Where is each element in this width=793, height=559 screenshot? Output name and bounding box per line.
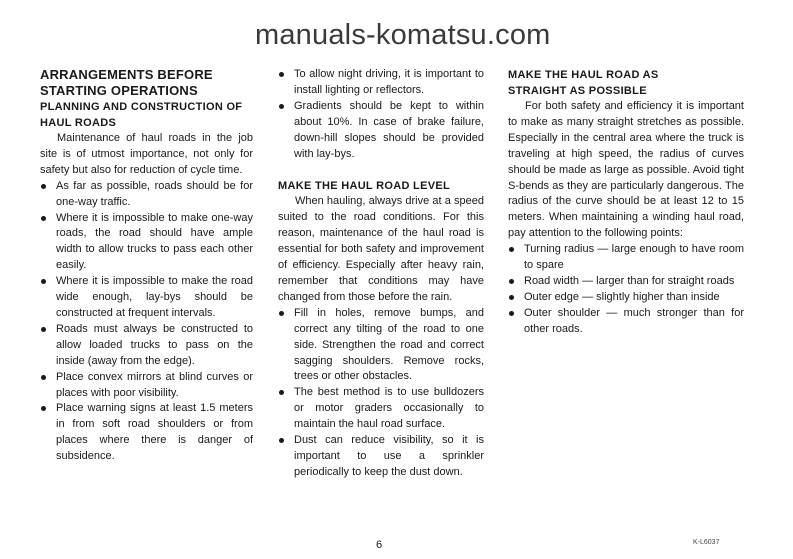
list-item: Where it is impossible to make the road wide enough, lay-bys should be constructed at frequent intervals.: [40, 274, 253, 322]
list-item: Road width — larger than for straight roads: [508, 274, 744, 290]
column-2: [278, 67, 484, 481]
list-item: Place warning signs at least 1.5 meters in from soft road shoulders or from places where there is danger of subsidence.: [40, 401, 253, 465]
paragraph: For both safety and efficiency it is important to make as many straight stretches as possible. Especially in the central area where the truck is traveling at high speed, the radius of curves should be made as large as possible. Avoid tight S-bends as they are particularly dangerous. The radius of the curve should be at least 12 to 15 meters. When maintaining a winding haul road, pay attention to the following points:: [508, 100, 744, 240]
list-item: The best method is to use bulldozers or motor graders occasionally to maintain the haul road surface.: [278, 385, 484, 433]
section-heading: MAKE THE HAUL ROAD LEVEL: [278, 180, 451, 193]
paragraph: When hauling, always drive at a speed suited to the road conditions. For this reason, maintenance of the haul road is essential for both safety and improvement of efficiency. Especially after heavy rain, remember that conditions may have changed from those before the rain.: [278, 195, 484, 303]
column-3: [508, 67, 744, 338]
list-item: Turning radius — large enough to have room to spare: [508, 242, 744, 274]
list-item: Dust can reduce visibility, so it is important to use a sprinkler periodically to keep the dust down.: [278, 433, 484, 481]
list-item: As far as possible, roads should be for one-way traffic.: [40, 179, 253, 211]
bullet-list: [278, 67, 484, 162]
section-subtitle: PLANNING AND CONSTRUCTION OF HAUL ROADS: [40, 101, 243, 129]
bullet-list: [40, 179, 253, 465]
section-heading: MAKE THE HAUL ROAD AS STRAIGHT AS POSSIBLE: [508, 69, 659, 97]
list-item: Where it is impossible to make one-way roads, the road should have ample width to allow trucks to pass each other easily.: [40, 211, 253, 275]
list-item: Fill in holes, remove bumps, and correct any tilting of the road to one side. Strengthen the road and correct sagging shoulders. Remove rocks, trees or other obstacles.: [278, 306, 484, 386]
document-code: K-L6037: [693, 539, 720, 546]
section-title: ARRANGEMENTS BEFORE STARTING OPERATIONS: [40, 67, 213, 98]
list-item: Roads must always be constructed to allow loaded trucks to pass on the inside (away from the edge).: [40, 322, 253, 370]
page-number: 6: [376, 539, 383, 551]
watermark: manuals-komatsu.com: [255, 19, 551, 51]
list-item: Place convex mirrors at blind curves or places with poor visibility.: [40, 370, 253, 402]
column-1: [40, 67, 253, 465]
intro-paragraph: Maintenance of haul roads in the job site is of utmost importance, not only for safety but also for reduction of cycle time.: [40, 132, 253, 176]
bullet-list: [278, 306, 484, 481]
list-item: To allow night driving, it is important to install lighting or reflectors.: [278, 67, 484, 99]
bullet-list: [508, 242, 744, 337]
list-item: Outer edge — slightly higher than inside: [508, 290, 744, 306]
list-item: Outer shoulder — much stronger than for other roads.: [508, 306, 744, 338]
list-item: Gradients should be kept to within about 10%. In case of brake failure, down-hill slopes should be provided with lay-bys.: [278, 99, 484, 163]
